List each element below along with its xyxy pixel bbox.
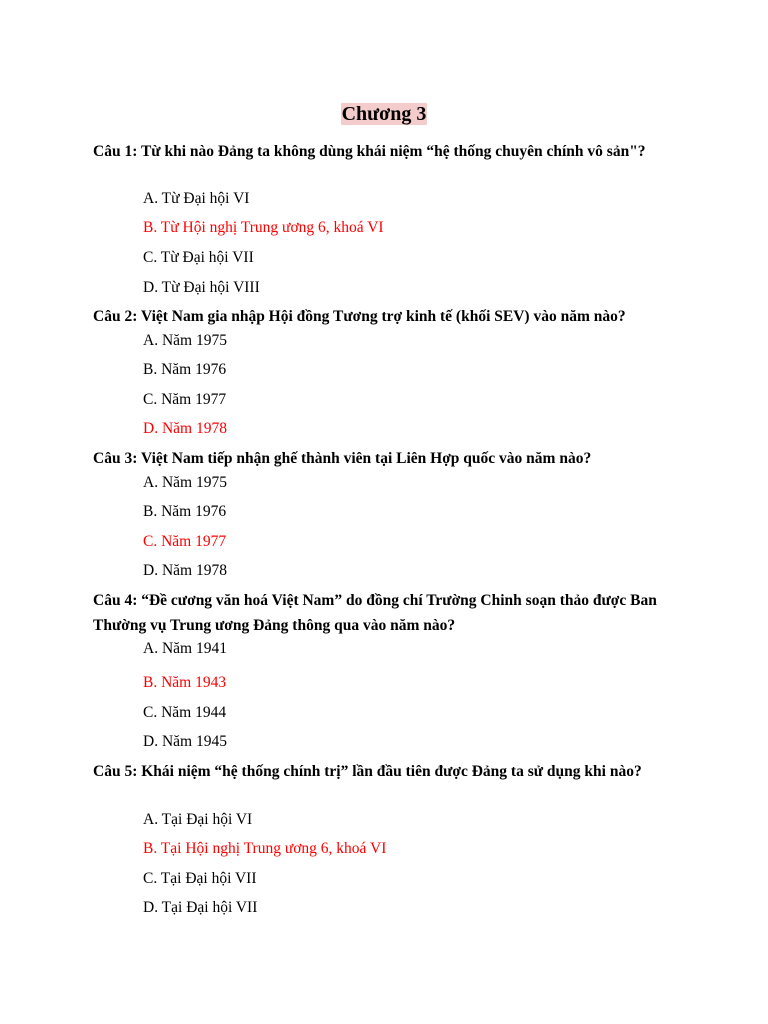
q1-option-d: D. Từ Đại hội VIII	[143, 279, 260, 296]
q2-option-a: A. Năm 1975	[143, 332, 227, 349]
question-2: Câu 2: Việt Nam gia nhập Hội đồng Tương trợ kinh tế (khối SEV) vào năm nào?	[93, 308, 626, 325]
question-4: Câu 4: “Đề cương văn hoá Việt Nam” do đồng chí Trường Chinh soạn thảo được Ban Thường vụ Trung ương Đảng thông qua vào năm nào?	[93, 592, 657, 634]
q5-option-b-correct: B. Tại Hội nghị Trung ương 6, khoá VI	[143, 840, 387, 857]
q4-option-b-correct: B. Năm 1943	[143, 674, 227, 691]
page-title-text: Chương 3	[341, 103, 427, 125]
q3-option-d: D. Năm 1978	[143, 562, 227, 579]
q4-option-c: C. Năm 1944	[143, 704, 227, 721]
q2-option-b: B. Năm 1976	[143, 361, 227, 378]
q5-option-d: D. Tại Đại hội VII	[143, 899, 258, 916]
page-title	[0, 100, 768, 128]
q5-option-a: A. Tại Đại hội VI	[143, 811, 253, 828]
q3-option-b: B. Năm 1976	[143, 503, 227, 520]
question-5: Câu 5: Khái niệm “hệ thống chính trị” lần đầu tiên được Đảng ta sử dụng khi nào?	[93, 763, 642, 780]
q4-option-d: D. Năm 1945	[143, 733, 227, 750]
q2-option-c: C. Năm 1977	[143, 391, 227, 408]
question-3: Câu 3: Việt Nam tiếp nhận ghế thành viên tại Liên Hợp quốc vào năm nào?	[93, 450, 592, 467]
q4-option-a: A. Năm 1941	[143, 640, 227, 657]
q3-option-a: A. Năm 1975	[143, 474, 227, 491]
q5-option-c: C. Tại Đại hội VII	[143, 870, 257, 887]
q1-option-b-correct: B. Từ Hội nghị Trung ương 6, khoá VI	[143, 219, 384, 236]
q2-option-d-correct: D. Năm 1978	[143, 420, 227, 437]
q1-option-c: C. Từ Đại hội VII	[143, 249, 254, 266]
question-1: Câu 1: Từ khi nào Đảng ta không dùng khái niệm “hệ thống chuyên chính vô sản"?	[93, 143, 646, 160]
q1-option-a: A. Từ Đại hội VI	[143, 190, 250, 207]
q3-option-c-correct: C. Năm 1977	[143, 533, 227, 550]
